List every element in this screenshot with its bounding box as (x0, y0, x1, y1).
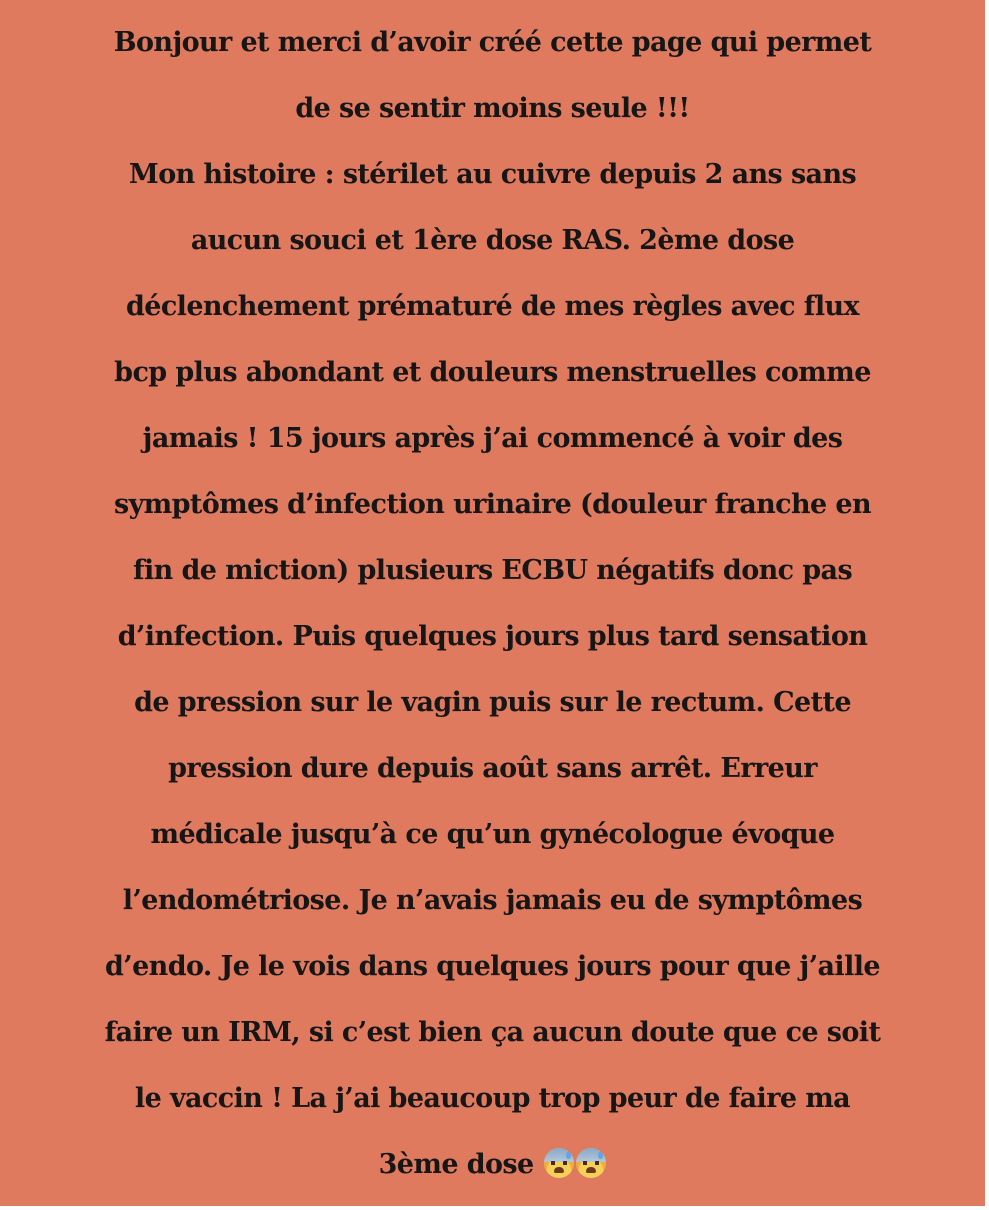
text-line: l’endométriose. Je n’avais jamais eu de symptômes (122, 885, 863, 916)
text-line: déclenchement prématuré de mes règles avec flux (125, 291, 860, 322)
text-line: de se sentir moins seule !!! (295, 93, 690, 124)
text-line: médicale jusqu’à ce qu’un gynécologue évoque (150, 819, 835, 850)
text-line: de pression sur le vagin puis sur le rectum. Cette (134, 687, 851, 718)
text-line: Mon histoire : stérilet au cuivre depuis 2 ans sans (128, 159, 857, 190)
anxious-face-with-sweat-icon (576, 1148, 606, 1178)
text-line: Bonjour et merci d’avoir créé cette page qui permet (113, 27, 872, 58)
text-line-final (0, 1132, 985, 1198)
text-line: le vaccin ! La j’ai beaucoup trop peur de faire ma (134, 1083, 851, 1114)
text-line: pression dure depuis août sans arrêt. Erreur (168, 753, 817, 784)
text-line: bcp plus abondant et douleurs menstruelles comme (114, 357, 871, 388)
text-line: jamais ! 15 jours après j’ai commencé à voir des (142, 423, 843, 454)
text-line: symptômes d’infection urinaire (douleur franche en (113, 489, 872, 520)
testimony-text (0, 10, 985, 1198)
text-line: faire un IRM, si c’est bien ça aucun doute que ce soit (104, 1017, 881, 1048)
text-line: d’infection. Puis quelques jours plus tard sensation (117, 621, 868, 652)
text-line: fin de miction) plusieurs ECBU négatifs donc pas (132, 555, 853, 586)
text-line: d’endo. Je le vois dans quelques jours pour que j’aille (105, 951, 880, 982)
text-line: 3ème dose (378, 1149, 534, 1180)
text-line: aucun souci et 1ère dose RAS. 2ème dose (190, 225, 795, 256)
anxious-face-with-sweat-icon (544, 1148, 574, 1178)
